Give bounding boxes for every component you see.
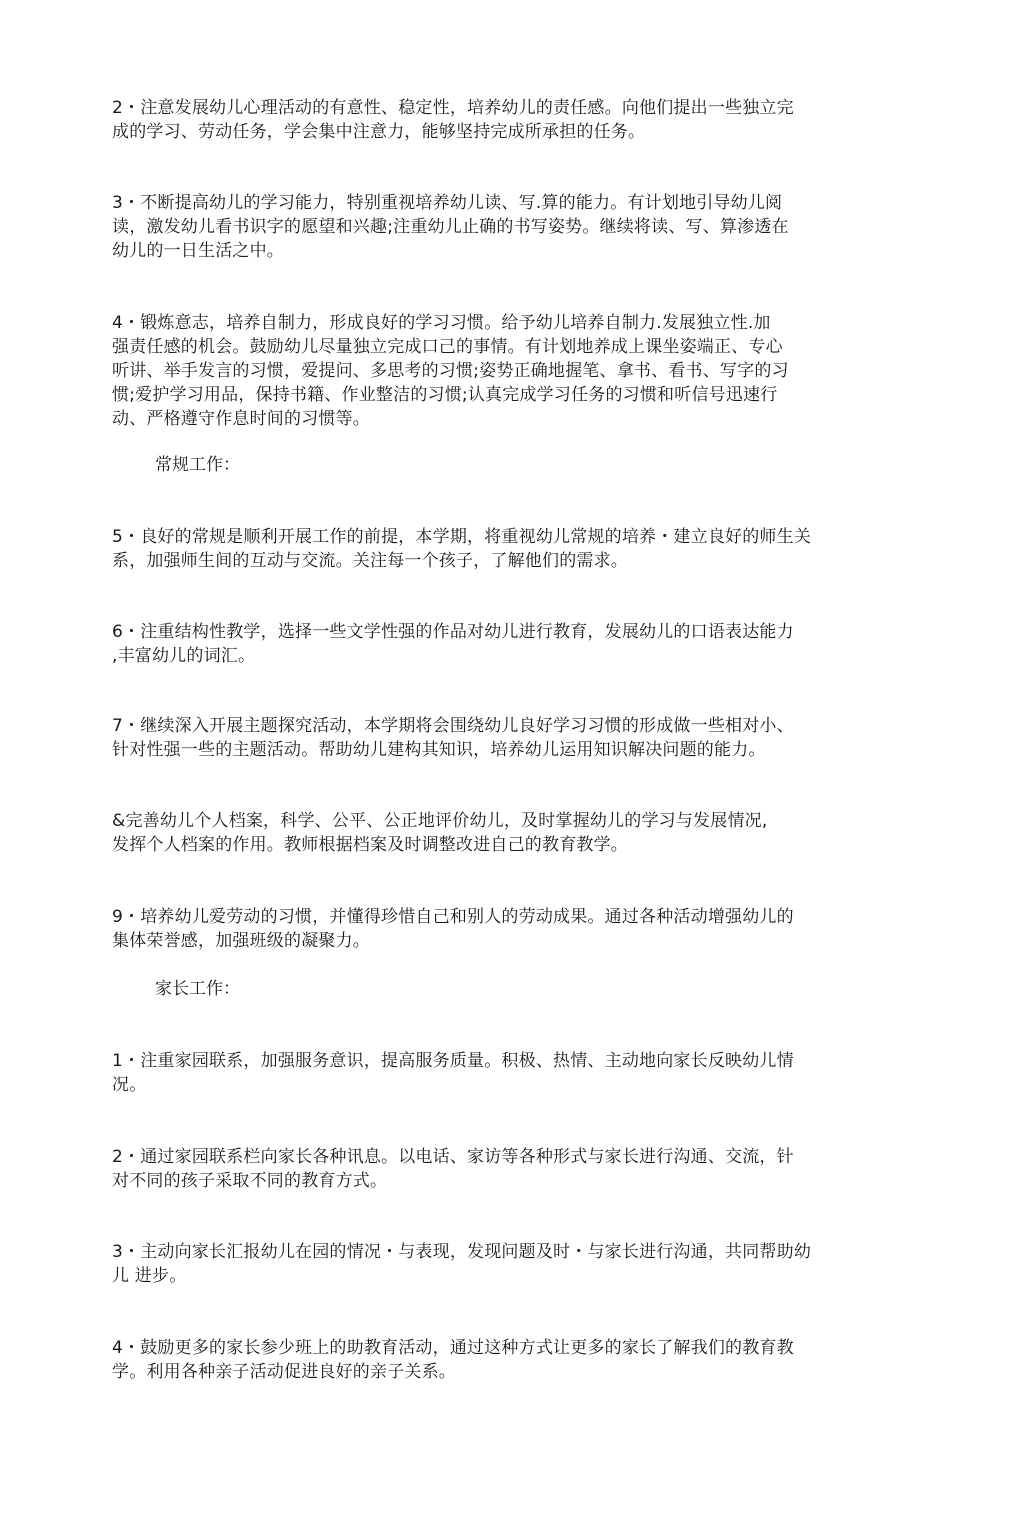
- paragraph-3: 3・不断提高幼儿的学习能力，特别重视培养幼儿读、写.算的能力。有计划地引导幼儿阅 读，激发幼儿看书识字的愿望和兴趣;注重幼儿止确的书写姿势。继续将读、写、算渗透在 幼儿的一日生活之中。: [112, 193, 789, 261]
- parent-paragraph-4: 4・鼓励更多的家长参少班上的助教育活动，通过这种方式让更多的家长了解我们的教育教 学。利用各种亲子活动促进良好的亲子关系。: [112, 1338, 794, 1382]
- paragraph-5: 5・良好的常规是顺利开展工作的前提，本学期，将重视幼儿常规的培养・建立良好的师生关 系，加强师生间的互动与交流。关注每一个孩子，了解他们的需求。: [112, 527, 812, 571]
- paragraph-9: 9・培养幼儿爱劳动的习惯，并懂得珍惜自己和别人的劳动成果。通过各种活动增强幼儿的 集体荣誉感，加强班级的凝聚力。: [112, 907, 794, 951]
- parent-paragraph-1: 1・注重家园联系，加强服务意识，提高服务质量。积极、热情、主动地向家长反映幼儿情 况。: [112, 1051, 794, 1095]
- paragraph-8: &完善幼儿个人档案，科学、公平、公正地评价幼儿，及时掌握幼儿的学习与发展情况, 发挥个人档案的作用。教师根据档案及时调整改进自己的教育教学。: [112, 811, 768, 855]
- paragraph-4: 4・锻炼意志，培养自制力，形成良好的学习习惯。给予幼儿培养自制力.发展独立性.加 强责任感的机会。鼓励幼儿尽量独立完成口己的事情。有计划地养成上课坐姿端正、专心 听讲、举手发言的习惯，爱提问、多思考的习惯;姿势正确地握笔、拿书、看书、写字的习 惯;爱护学习用品，保持书籍、作业整洁的习惯;认真完成学习任务的习惯和听信号迅速行 动、严格遵守作息时间的习惯等。: [112, 313, 789, 429]
- paragraph-6: 6・注重结构性教学，选择一些文学性强的作品对幼儿进行教育，发展幼儿的口语表达能力 ,丰富幼儿的词汇。: [112, 622, 794, 666]
- paragraph-7: 7・继续深入开展主题探究活动，本学期将会围绕幼儿良好学习习惯的形成做一些相对小、 针对性强一些的主题活动。帮助幼儿建构其知识，培养幼儿运用知识解决问题的能力。: [112, 716, 794, 760]
- section-heading-parents: 家长工作：: [155, 979, 240, 999]
- section-heading-routine: 常规工作：: [155, 455, 240, 475]
- parent-paragraph-3: 3・主动向家长汇报幼儿在园的情况・与表现，发现问题及时・与家长进行沟通，共同帮助幼 儿 进步。: [112, 1242, 812, 1286]
- parent-paragraph-2: 2・通过家园联系栏向家长各种讯息。以电话、家访等各种形式与家长进行沟通、交流，针 对不同的孩子采取不同的教育方式。: [112, 1147, 794, 1191]
- paragraph-2: 2・注意发展幼儿心理活动的有意性、稳定性，培养幼儿的责任感。向他们提出一些独立完 成的学习、劳动任务，学会集中注意力，能够坚持完成所承担的任务。: [112, 98, 794, 142]
